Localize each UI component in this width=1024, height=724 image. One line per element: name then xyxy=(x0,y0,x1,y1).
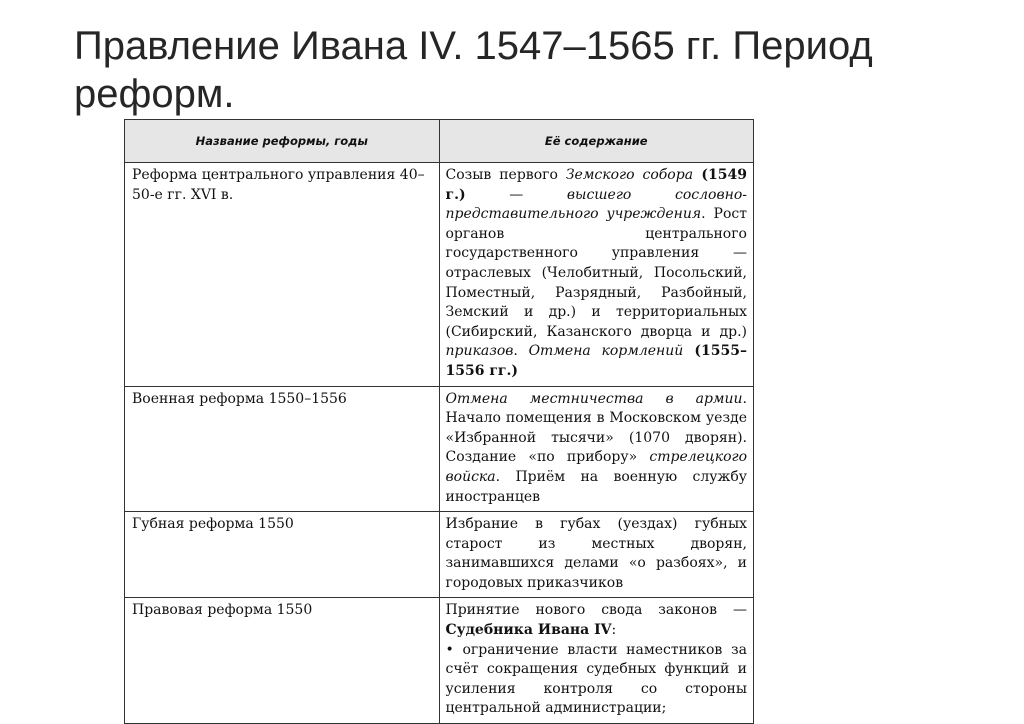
content-segment: (1549 г.) xyxy=(445,167,752,203)
content-segment: Судебника Ивана IV xyxy=(445,622,612,639)
content-segment: Отмена местничества в армии xyxy=(445,390,743,407)
table-row xyxy=(125,163,754,387)
slide-title: Правление Ивана IV. 1547–1565 гг. Период реформ. xyxy=(74,24,873,116)
content-segment: Избрание в губах (уездах) губных старост из местных дворян, занимавшихся делами «о разбоях», и городовых приказчиков xyxy=(445,516,752,591)
reform-content-cell xyxy=(439,598,754,724)
content-segment: : • ограничение власти наместников за счёт сокращения судебных функций и усиления контроля со стороны центральной администрации; xyxy=(445,622,747,717)
content-segment: Земского собора xyxy=(565,167,694,183)
content-segment: приказов xyxy=(445,343,514,360)
content-segment: . xyxy=(513,343,529,360)
content-segment: Принятие нового свода законов — xyxy=(445,602,752,619)
reform-name-cell: Реформа центрального управления 40–50-е гг. XVI в. xyxy=(125,163,440,387)
content-segment: Созыв первого xyxy=(445,167,566,183)
header-content: Её содержание xyxy=(439,120,754,163)
content-segment: стрелецкого войска xyxy=(445,449,752,485)
content-segment: . Рост органов центрального государственного управления — отраслевых (Челобитный, Посольский, Поместный, Разрядный, Разбойный, Земский и др.) и территориальных (Сибирский, Казанского дворца и др.) xyxy=(445,206,752,340)
table-row xyxy=(125,598,754,724)
content-segment: . Начало помещения в Московском уезде «Избранной тысячи» (1070 дворян). Создание «по прибору» xyxy=(445,390,752,466)
content-segment: (1555–1556 гг.) xyxy=(445,343,747,379)
header-reform-name: Название реформы, годы xyxy=(125,120,440,163)
content-segment: высшего сословно-представительного учреждения xyxy=(445,186,747,223)
reform-content-cell xyxy=(439,163,754,387)
table-row xyxy=(125,512,754,598)
reform-content-cell xyxy=(439,512,754,598)
reform-name-cell: Губная реформа 1550 xyxy=(125,512,440,598)
content-segment: — xyxy=(465,186,567,203)
reform-name-cell: Правовая реформа 1550 xyxy=(125,598,440,724)
table-header-row xyxy=(125,120,754,163)
reform-name-cell: Военная реформа 1550–1556 xyxy=(125,386,440,512)
reforms-table xyxy=(124,119,754,724)
reform-content-cell xyxy=(439,386,754,512)
content-segment: . Приём на военную службу иностранцев xyxy=(445,468,752,505)
table-row xyxy=(125,386,754,512)
content-segment: Отмена кормлений xyxy=(528,343,684,360)
reforms-table-image xyxy=(124,119,756,717)
